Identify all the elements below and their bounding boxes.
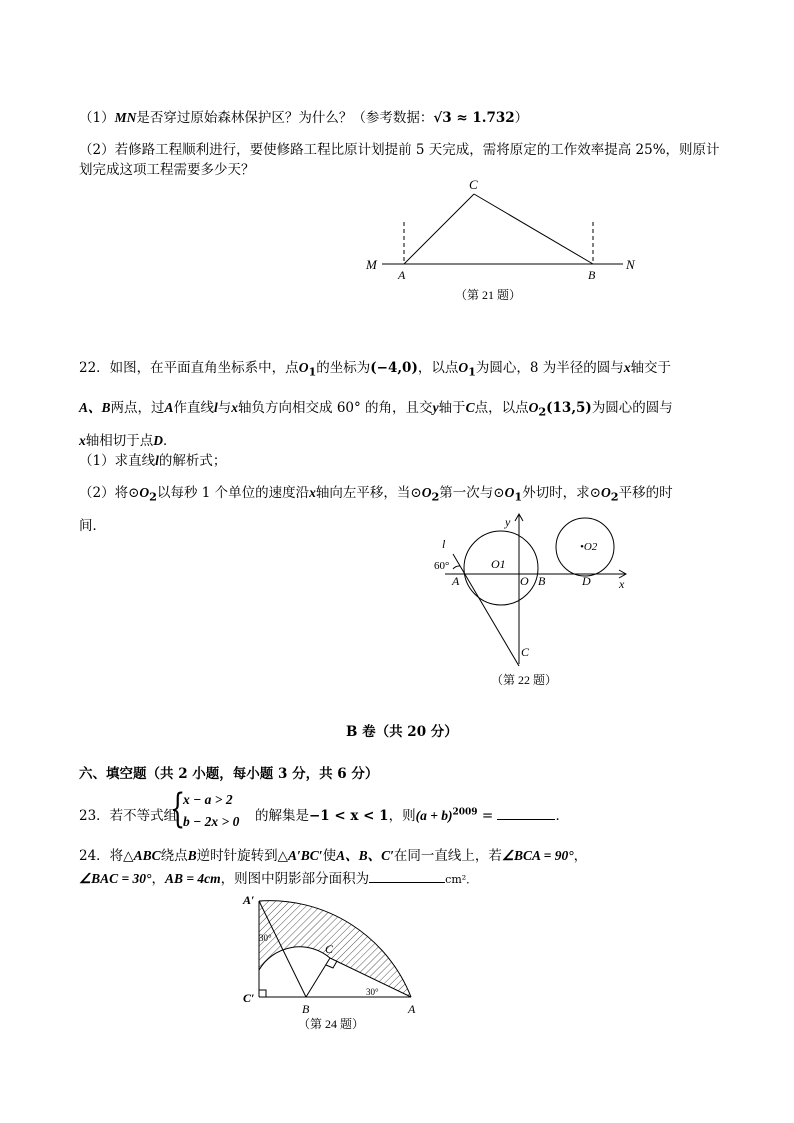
q21-side-ac xyxy=(404,194,474,264)
q22-label-c: C xyxy=(521,645,530,659)
q22-label-o: O xyxy=(520,574,529,588)
q22-label-a: A xyxy=(452,574,460,588)
q24-label-b: B xyxy=(302,1002,310,1016)
q22-sub2-line2: 间． xyxy=(79,518,106,534)
q22-sub1: （1）求直线l的解析式； xyxy=(79,453,227,469)
q21-label-n: N xyxy=(626,257,635,272)
q24-label-30-left: 30° xyxy=(259,933,272,943)
q22-line-l xyxy=(453,554,519,666)
section-6-title: 六、填空题（共 2 小题，每小题 3 分，共 6 分） xyxy=(79,766,379,782)
q21-part2-line1: （2）若修路工程顺利进行，要使修路工程比原计划提前 5 天完成，需将原定的工作效率提高 25%，则原计 xyxy=(79,142,720,158)
q22-label-60: 60° xyxy=(434,560,450,572)
q24-answer-blank[interactable] xyxy=(369,870,445,883)
q22-figure xyxy=(425,508,640,690)
q22-label-o1: O1 xyxy=(491,557,506,571)
q24-side-b-c xyxy=(306,958,330,997)
q21-side-cb xyxy=(474,194,593,264)
q23-ineq1: x − a > 2 xyxy=(183,792,233,807)
q23-ineq2: b − 2x > 0 xyxy=(183,814,240,829)
q22-line1: 22．如图，在平面直角坐标系中，点$O_1$的坐标为(−4,0)，以点$O_1$为圆心，8 为半径的圆与x轴交于 xyxy=(79,360,672,379)
q22-label-x: x xyxy=(619,577,625,591)
q21-label-c: C xyxy=(469,177,478,192)
q22-sub2-line1: （2）将$⊙O_2$以每秒 1 个单位的速度沿x轴向左平移，当$⊙O_2$第一次与$⊙O_1$外切时，求$⊙O_2$平移的时 xyxy=(79,485,673,504)
q22-label-o2: •O2 xyxy=(580,541,598,553)
section-b-title: B 卷（共 20 分） xyxy=(346,724,458,740)
q22-label-b: B xyxy=(538,574,546,588)
q24-line2: ∠BAC = 30°，AB = 4cm，则图中阴影部分面积为 cm²． xyxy=(79,871,478,887)
q22-label-d: D xyxy=(582,574,591,588)
q24-figure xyxy=(238,889,428,1035)
q23-answer-blank[interactable] xyxy=(497,807,555,820)
q21-label-m: M xyxy=(366,257,377,272)
q22-line3: x轴相切于点D． xyxy=(79,433,177,449)
q22-line2: A、B两点，过A作直线l与x轴负方向相交成 60° 的角，且交y轴于C点，以点$O_2(13,5)$为圆心的圆与 xyxy=(79,400,673,419)
q24-label-c: C xyxy=(325,942,334,956)
q21-part1: （1）MN是否穿过原始森林保护区？为什么？（参考数据：√3 ≈ 1.732） xyxy=(79,110,529,126)
q21-label-b: B xyxy=(588,268,596,282)
q22-angle-arc xyxy=(453,566,460,569)
q24-label-30-right: 30° xyxy=(366,987,379,997)
q22-label-y: y xyxy=(505,515,511,529)
q21-caption: （第 21 题） xyxy=(455,288,522,302)
q24-label-c-prime: C′ xyxy=(243,991,255,1005)
q24-right-angle-cprime xyxy=(259,990,266,997)
q21-figure xyxy=(355,172,655,307)
q24-line1: 24．将△ABC绕点B逆时针旋转到△A′BC′使A、B、C′在同一直线上，若∠BCA = 90°， xyxy=(79,848,588,864)
q23-brace: { xyxy=(170,786,186,832)
q24-label-a: A xyxy=(408,1002,416,1016)
q21-label-a: A xyxy=(398,268,406,282)
q22-caption: （第 22 题） xyxy=(491,673,558,687)
q21-part2-line2: 划完成这项工程需要多少天？ xyxy=(79,162,255,178)
q24-caption: （第 24 题） xyxy=(298,1017,365,1031)
q23-prefix: 23．若不等式组 xyxy=(79,808,178,824)
q22-label-l: l xyxy=(442,537,446,551)
q24-label-a-top: A′ xyxy=(243,893,255,907)
